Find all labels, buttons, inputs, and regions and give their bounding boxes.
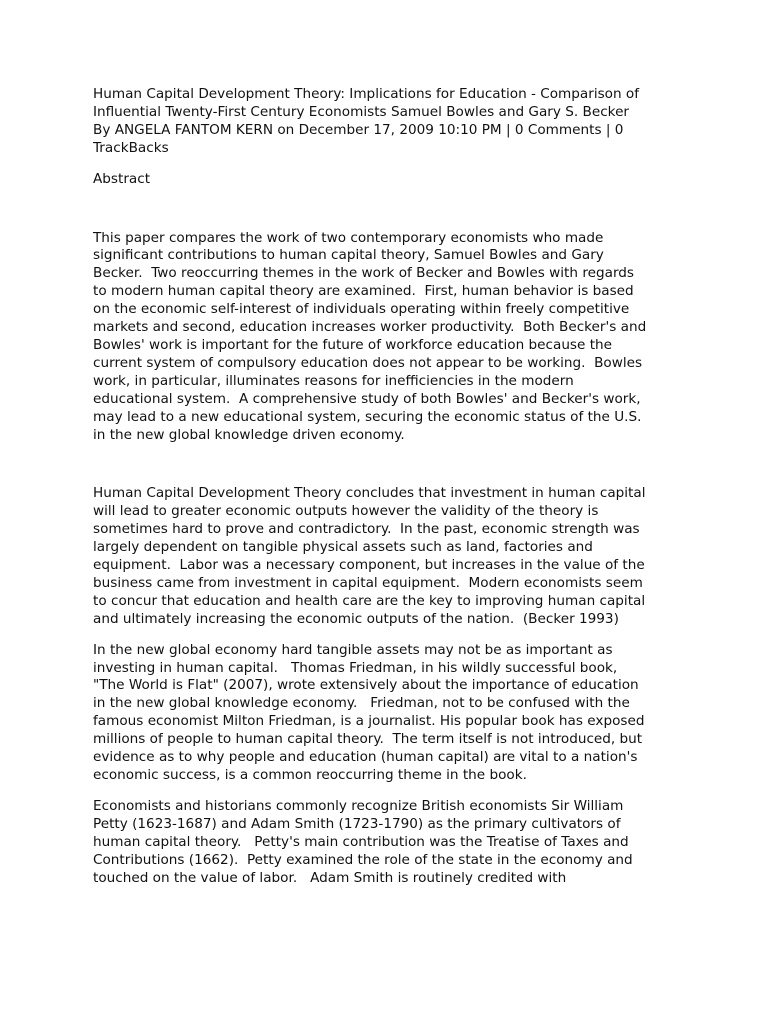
paragraph-line: investing in human capital. Thomas Friedman, in his wildly successful book,: [93, 659, 618, 676]
paragraph-line: largely dependent on tangible physical assets such as land, factories and: [93, 539, 593, 556]
paragraph-line: Economists and historians commonly recognize British economists Sir William: [93, 797, 624, 814]
body-paragraph-3: [93, 798, 693, 888]
byline: [93, 122, 693, 158]
paragraph-line: famous economist Milton Friedman, is a journalist. His popular book has exposed: [93, 713, 645, 730]
abstract-line: current system of compulsory education does not appear to be working. Bowles: [93, 354, 643, 371]
paragraph-line: economic success, is a common reoccurring theme in the book.: [93, 767, 527, 783]
document-page: [93, 86, 693, 887]
abstract-heading: Abstract: [93, 170, 151, 187]
abstract-line: Becker. Two reoccurring themes in the work of Becker and Bowles with regards: [93, 265, 634, 282]
paragraph-line: In the new global economy hard tangible assets may not be as important as: [93, 641, 613, 658]
abstract-line: work, in particular, illuminates reasons for inefficiencies in the modern: [93, 372, 574, 389]
document-title: [93, 86, 693, 122]
paragraph-line: business came from investment in capital equipment. Modern economists seem: [93, 574, 643, 591]
abstract-line: may lead to a new educational system, securing the economic status of the U.S.: [93, 408, 642, 425]
paragraph-line: equipment. Labor was a necessary component, but increases in the value of the: [93, 557, 645, 574]
paragraph-line: sometimes hard to prove and contradictory. In the past, economic strength was: [93, 521, 640, 538]
paragraph-line: and ultimately increasing the economic outputs of the nation. (Becker 1993): [93, 610, 619, 627]
paragraph-line: human capital theory. Petty's main contribution was the Treatise of Taxes and: [93, 833, 629, 850]
body-paragraph-2: [93, 642, 693, 785]
paragraph-line: Petty (1623-1687) and Adam Smith (1723-1790) as the primary cultivators of: [93, 815, 621, 832]
paragraph-line: Human Capital Development Theory concludes that investment in human capital: [93, 485, 646, 502]
abstract-line: significant contributions to human capital theory, Samuel Bowles and Gary: [93, 247, 604, 264]
abstract-line: markets and second, education increases worker productivity. Both Becker's and: [93, 319, 647, 336]
abstract-line: Bowles' work is important for the future of workforce education because the: [93, 336, 613, 353]
abstract-line: to modern human capital theory are examined. First, human behavior is based: [93, 283, 634, 300]
paragraph-line: evidence as to why people and education (human capital) are vital to a nation's: [93, 749, 638, 766]
abstract-line: This paper compares the work of two contemporary economists who made: [93, 229, 604, 246]
byline-line: By ANGELA FANTOM KERN on December 17, 2009 10:10 PM | 0 Comments | 0: [93, 121, 624, 138]
paragraph-line: millions of people to human capital theory. The term itself is not introduced, but: [93, 731, 643, 748]
byline-line: TrackBacks: [93, 139, 169, 156]
abstract-line: on the economic self-interest of individuals operating within freely competitive: [93, 301, 630, 318]
body-paragraph-1: [93, 485, 693, 628]
paragraph-line: Contributions (1662). Petty examined the role of the state in the economy and: [93, 851, 633, 868]
abstract-line: educational system. A comprehensive study of both Bowles' and Becker's work,: [93, 390, 641, 407]
paragraph-line: will lead to greater economic outputs however the validity of the theory is: [93, 503, 599, 520]
abstract-paragraph: [93, 230, 693, 445]
paragraph-line: "The World is Flat" (2007), wrote extensively about the importance of education: [93, 677, 639, 694]
title-line: Influential Twenty-First Century Economists Samuel Bowles and Gary S. Becker: [93, 103, 630, 120]
abstract-line: in the new global knowledge driven economy.: [93, 426, 405, 443]
paragraph-line: to concur that education and health care are the key to improving human capital: [93, 592, 646, 609]
paragraph-line: touched on the value of labor. Adam Smith is routinely credited with: [93, 869, 567, 886]
title-line: Human Capital Development Theory: Implications for Education - Comparison of: [93, 86, 640, 102]
paragraph-line: in the new global knowledge economy. Friedman, not to be confused with the: [93, 695, 630, 712]
